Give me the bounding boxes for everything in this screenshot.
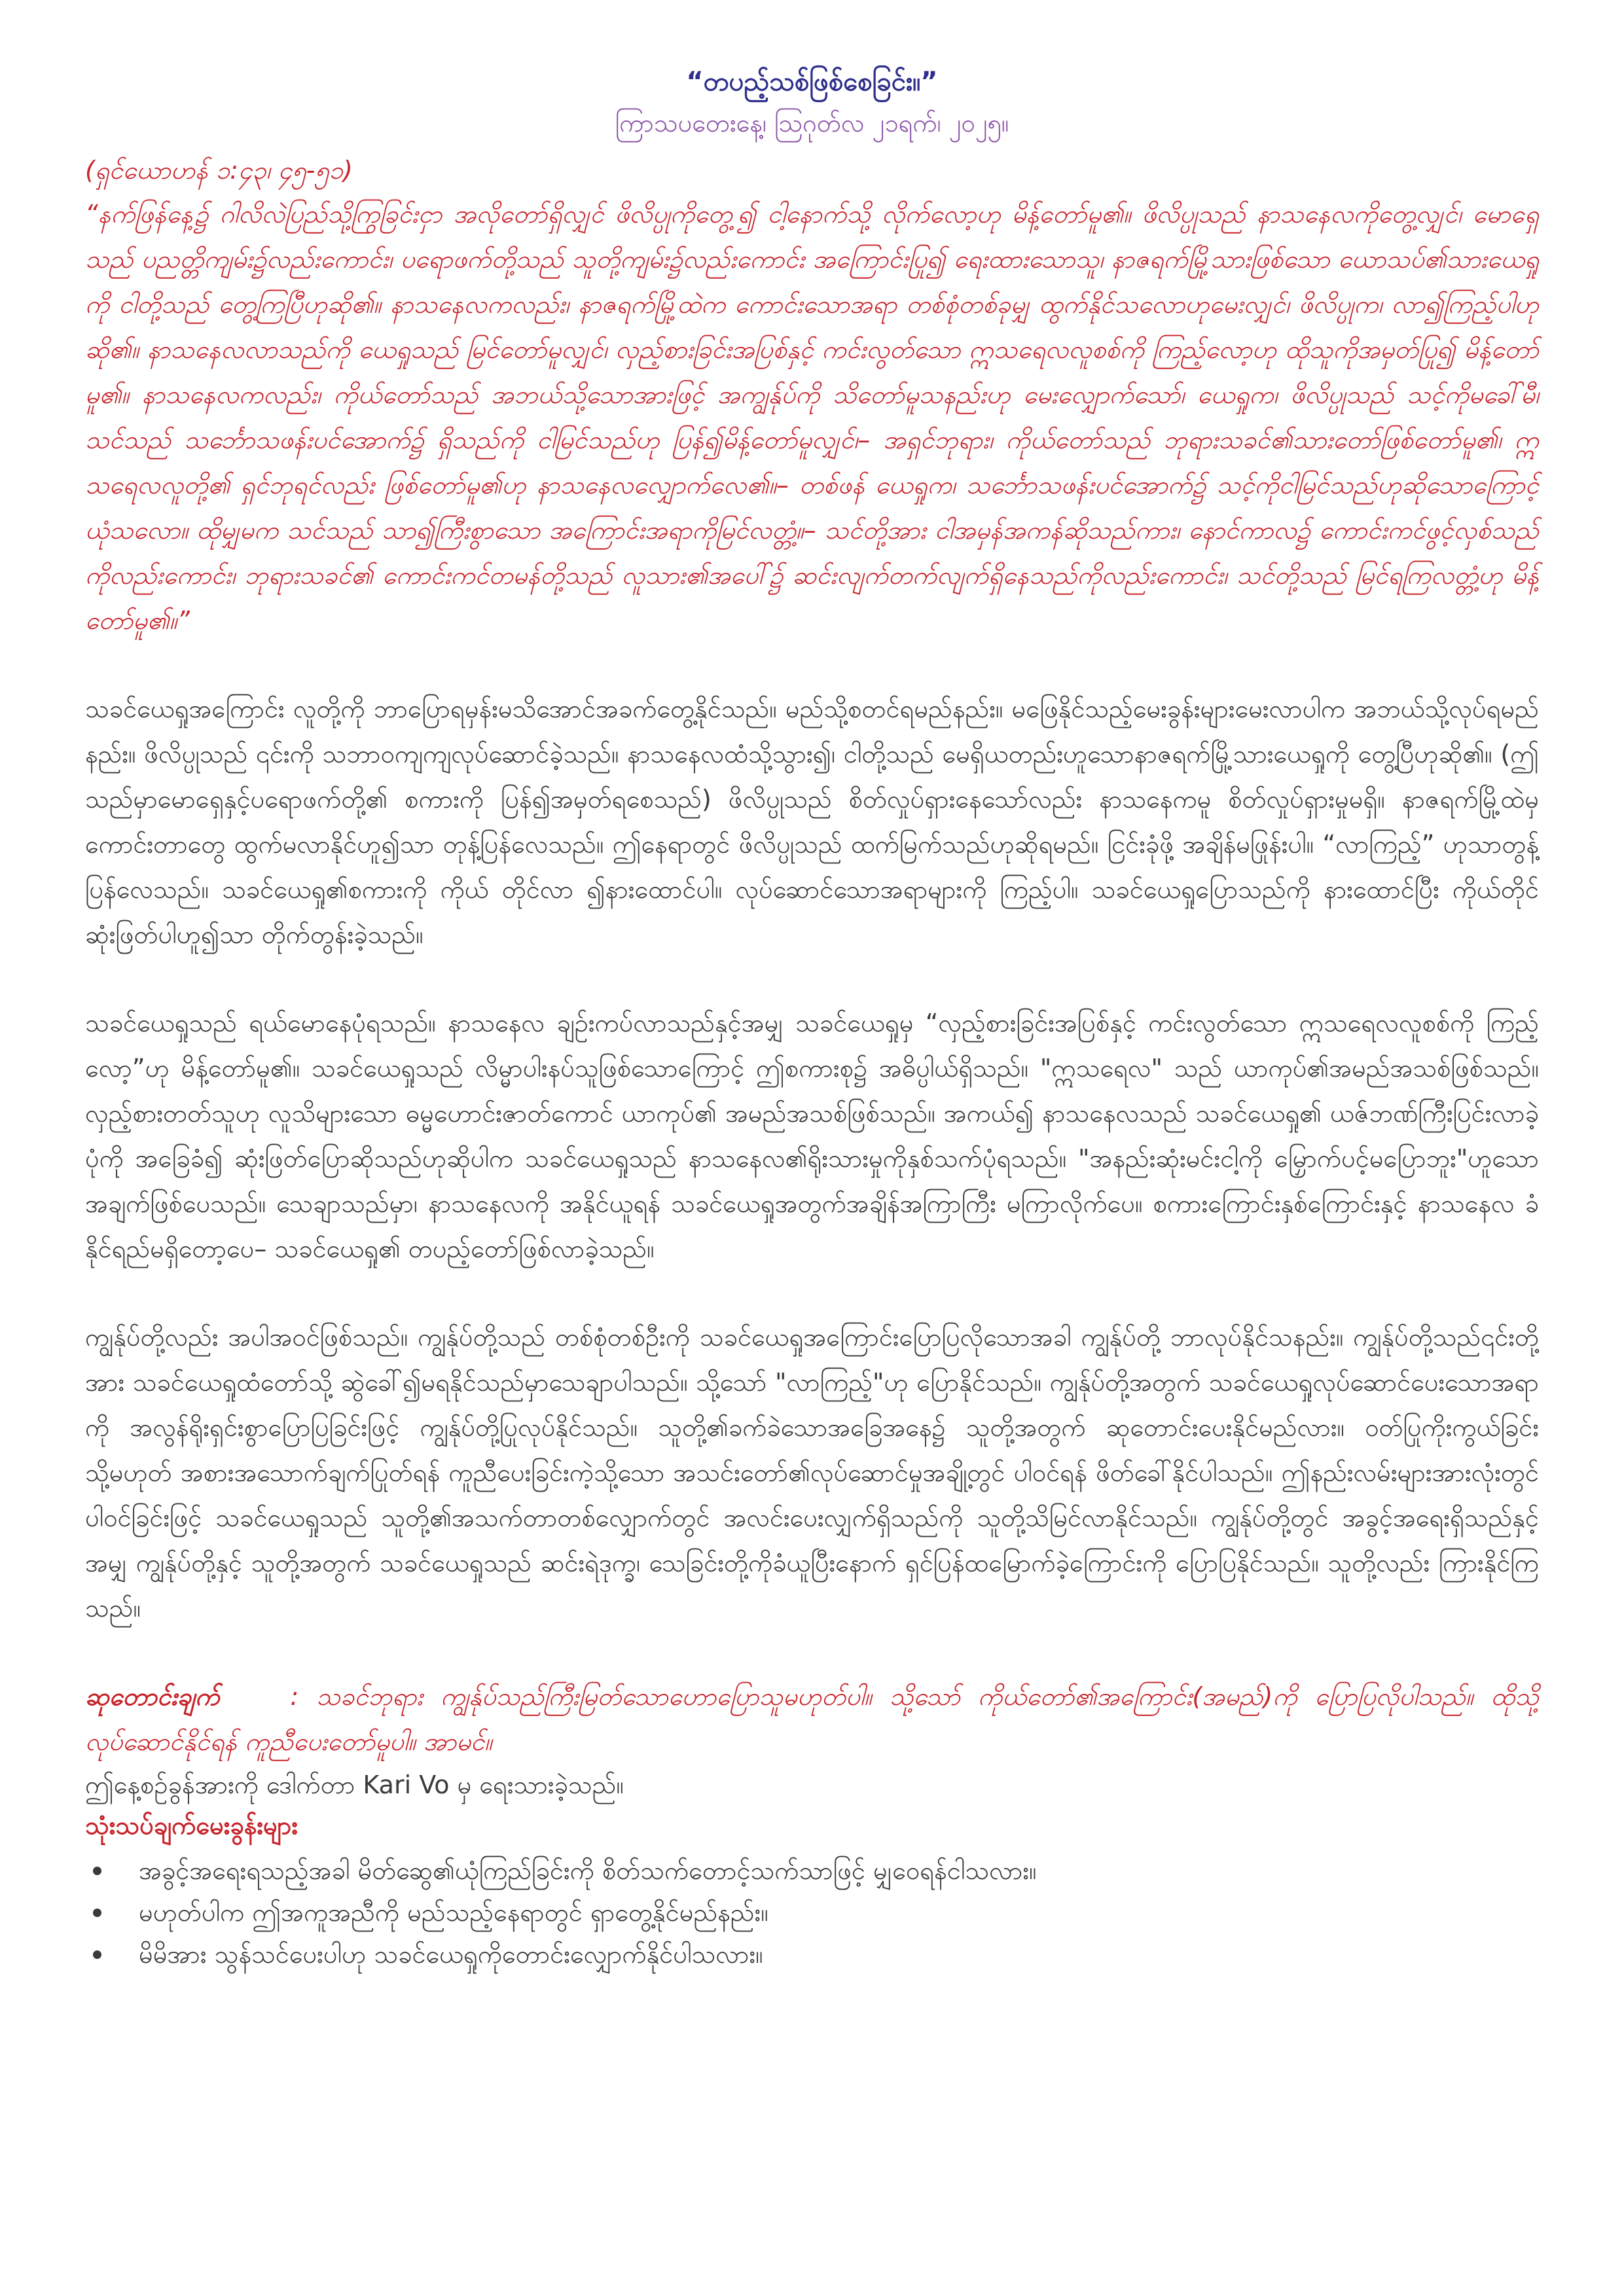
question-text: မဟုတ်ပါက ဤအကူအညီကို မည်သည့်နေရာတွင် ရှာတွေ့နိုင်မည်နည်း။ [139,1898,768,1927]
bullet-icon [93,1950,101,1959]
prayer-text: : သခင်ဘုရား ကျွန်ုပ်သည်ကြီးမြတ်သောဟောပြောသူမဟုတ်ပါ။ သို့သော် ကိုယ်တော်၏အကြောင်း(အမည်)ကို ပြောပြလိုပါသည်။ ထိုသို့လုပ်ဆောင်နိုင်ရန် ကူညီပေးတော်မူပါ။ အာမင်။ [85,1682,1539,1756]
question-text: မိမိအား သွန်သင်ပေးပါဟု သခင်ယေရှုကိုတောင်းလျှောက်နိုင်ပါသလား။ [139,1940,763,1969]
question-item [85,1850,1539,1892]
date-line: ကြာသပတေးနေ့၊ ဩဂုတ်လ ၂၁ရက်၊ ၂၀၂၅။ [615,109,1009,137]
questions-list [85,1850,1539,1975]
body-paragraph-1: သခင်ယေရှုအကြောင်း လူတို့ကို ဘာပြောရမှန်းမသိအောင်အခက်တွေ့နိုင်သည်။ မည်သို့စတင်ရမည်နည်း။ မဖြေနိုင်သည့်မေးခွန်းများမေးလာပါက အဘယ်သို့လုပ်ရမည်နည်း။ ဖိလိပ္ပုသည် ၎င်းကို သဘာဝကျကျလုပ်ဆောင်ခဲ့သည်။ နာသနေလထံသို့သွား၍၊ ငါတို့သည် မေရှိယတည်းဟူသောနာဇရက်မြို့သားယေရှုကို တွေ့ပြီဟုဆို၏။ (ဤသည်မှာမောရှေနှင့်ပရောဖက်တို့၏ စကားကို ပြန်၍အမှတ်ရစေသည်) ဖိလိပ္ပုသည် စိတ်လှုပ်ရှားနေသော်လည်း နာသနေကမူ စိတ်လှုပ်ရှားမှုမရှိ။ နာဇရက်မြို့ထဲမှ ကောင်းတာတွေ ထွက်မလာနိုင်ဟူ၍သာ တုန့်ပြန်လေသည်။ ဤနေရာတွင် ဖိလိပ္ပုသည် ထက်မြက်သည်ဟုဆိုရမည်။ ငြင်းခုံဖို့ အချိန်မဖြုန်းပါ။ “လာကြည့်” ဟုသာတွန့်ပြန်လေသည်။ သခင်ယေရှု၏စကားကို ကိုယ် တိုင်လာ ၍နားထောင်ပါ။ လုပ်ဆောင်သောအရာများကို ကြည့်ပါ။ သခင်ယေရှုပြောသည်ကို နားထောင်ပြီး ကိုယ်တိုင်ဆုံးဖြတ်ပါဟူ၍သာ တိုက်တွန်းခဲ့သည်။ [85,694,1539,949]
page-title: “တပည့်သစ်ဖြစ်စေခြင်း။” [686,67,938,97]
body-paragraph-3: ကျွန်ုပ်တို့လည်း အပါအဝင်ဖြစ်သည်။ ကျွန်ုပ်တို့သည် တစ်စုံတစ်ဦးကို သခင်ယေရှုအကြောင်းပြောပြလိုသောအခါ ကျွန်ုပ်တို့ ဘာလုပ်နိုင်သနည်း။ ကျွန်ုပ်တို့သည်၎င်းတို့အား သခင်ယေရှုထံတော်သို့ ဆွဲခေါ်၍မရနိုင်သည်မှာသေချာပါသည်။ သို့သော် "လာကြည့်"ဟု ပြောနိုင်သည်။ ကျွန်ုပ်တို့အတွက် သခင်ယေရှုလုပ်ဆောင်ပေးသောအရာကို အလွန်ရိုးရှင်းစွာပြောပြခြင်းဖြင့် ကျွန်ုပ်တို့ပြုလုပ်နိုင်သည်။ သူတို့၏ခက်ခဲသောအခြေအနေ၌ သူတို့အတွက် ဆုတောင်းပေးနိုင်မည်လား။ ဝတ်ပြုကိုးကွယ်ခြင်းသို့မဟုတ် အစားအသောက်ချက်ပြုတ်ရန် ကူညီပေးခြင်းကဲ့သို့သော အသင်းတော်၏လုပ်ဆောင်မှုအချို့တွင် ပါဝင်ရန် ဖိတ်ခေါ်နိုင်ပါသည်။ ဤနည်းလမ်းများအားလုံးတွင် ပါဝင်ခြင်းဖြင့် သခင်ယေရှုသည် သူတို့၏အသက်တာတစ်လျှောက်တွင် အလင်းပေးလျှက်ရှိသည်ကို သူတို့သိမြင်လာနိုင်သည်။ ကျွန်ုပ်တို့တွင် အခွင့်အရေးရှိသည်နှင့်အမျှ ကျွန်ုပ်တို့နှင့် သူတို့အတွက် သခင်ယေရှုသည် ဆင်းရဲဒုက္ခ၊ သေခြင်းတို့ကိုခံယူပြီးနောက် ရှင်ပြန်ထမြောက်ခဲ့ကြောင်းကို ပြောပြနိုင်သည်။ သူတို့လည်း ကြားနိုင်ကြသည်။ [85,1323,1539,1623]
bullet-icon [93,1867,101,1875]
prayer-label: ဆုတောင်းချက် [85,1682,220,1711]
question-text: အခွင့်အရေးရသည့်အခါ မိတ်ဆွေ၏ယုံကြည်ခြင်းကို စိတ်သက်တောင့်သက်သာဖြင့် မျှဝေရန်ငါသလား။ [139,1856,1037,1885]
questions-heading: သုံးသပ်ချက်မေးခွန်းများ [85,1811,298,1840]
question-item [85,1892,1539,1933]
question-item [85,1933,1539,1975]
bullet-icon [93,1909,101,1917]
author-line: ဤနေ့စဉ်ခွန်အားကို ဒေါက်တာ Kari Vo မှ ရေးသားခဲ့သည်။ [85,1770,624,1799]
prayer-block [85,1674,1539,1765]
scripture-text: “နက်ဖြန်နေ့၌ ဂါလိလဲပြည်သို့ကြွခြင်းငှာ အလိုတော်ရှိလျှင် ဖိလိပ္ပုကိုတွေ့၍ ငါ့နောက်သို့ လိုက်လော့ဟု မိန့်တော်မူ၏။ ဖိလိပ္ပုသည် နာသနေလကိုတွေ့လျှင်၊ မောရှေသည် ပညတ္တိကျမ်း၌လည်းကောင်း၊ ပရောဖက်တို့သည် သူတို့ကျမ်း၌လည်းကောင်း အကြောင်းပြု၍ ရေးထားသောသူ၊ နာဇရက်မြို့သားဖြစ်သော ယောသပ်၏သားယေရှုကို ငါတို့သည် တွေ့ကြပြီဟုဆို၏။ နာသနေလကလည်း၊ နာဇရက်မြို့ထဲက ကောင်းသောအရာ တစ်စုံတစ်ခုမျှ ထွက်နိုင်သလောဟုမေးလျှင်၊ ဖိလိပ္ပုက၊ လာ၍ကြည့်ပါဟု ဆို၏။ နာသနေလလာသည်ကို ယေရှုသည် မြင်တော်မူလျှင်၊ လှည့်စားခြင်းအပြစ်နှင့် ကင်းလွတ်သော ဣသရေလလူစစ်ကို ကြည့်လော့ဟု ထိုသူကိုအမှတ်ပြု၍ မိန့်တော်မူ၏။ နာသနေလကလည်း၊ ကိုယ်တော်သည် အဘယ်သို့သောအားဖြင့် အကျွန်ုပ်ကို သိတော်မူသနည်းဟု မေးလျှောက်သော်၊ ယေရှုက၊ ဖိလိပ္ပုသည် သင့်ကိုမခေါ်မီ၊ သင်သည် သင်္ဘောသဖန်းပင်အောက်၌ ရှိသည်ကို ငါမြင်သည်ဟု ပြန်၍မိန့်တော်မူလျှင်၊– အရှင်ဘုရား၊ ကိုယ်တော်သည် ဘုရားသခင်၏သားတော်ဖြစ်တော်မူ၏၊ ဣသရေလလူတို့၏ ရှင်ဘုရင်လည်း ဖြစ်တော်မူ၏ဟု နာသနေလလျှောက်လေ၏။– တစ်ဖန် ယေရှုက၊ သင်္ဘောသဖန်းပင်အောက်၌ သင့်ကိုငါမြင်သည်ဟုဆိုသောကြောင့် ယုံသလော။ ထိုမျှမက သင်သည် သာ၍ကြီးစွာသော အကြောင်းအရာကိုမြင်လတ္တံ့။– သင်တို့အား ငါအမှန်အကန်ဆိုသည်ကား၊ နောင်ကာလ၌ ကောင်းကင်ဖွင့်လှစ်သည်ကိုလည်းကောင်း၊ ဘုရားသခင်၏ ကောင်းကင်တမန်တို့သည် လူသား၏အပေါ်၌ ဆင်းလျက်တက်လျက်ရှိနေသည်ကိုလည်းကောင်း၊ သင်တို့သည် မြင်ရကြလတ္တံ့ဟု မိန့်တော်မူ၏။” [85,200,1539,635]
body-paragraph-2: သခင်ယေရှုသည် ရယ်မောနေပုံရသည်။ နာသနေလ ချဉ်းကပ်လာသည်နှင့်အမျှ သခင်ယေရှုမှ “လှည့်စားခြင်းအပြစ်နှင့် ကင်းလွတ်သော ဣသရေလလူစစ်ကို ကြည့်လော့”ဟု မိန့်တော်မူ၏။ သခင်ယေရှုသည် လိမ္မာပါးနပ်သူဖြစ်သောကြောင့် ဤစကားစု၌ အဓိပ္ပါယ်ရှိသည်။ "ဣသရေလ" သည် ယာကုပ်၏အမည်အသစ်ဖြစ်သည်။ လှည့်စားတတ်သူဟု လူသိများသော ဓမ္မဟောင်းဇာတ်ကောင် ယာကုပ်၏ အမည်အသစ်ဖြစ်သည်။ အကယ်၍ နာသနေလသည် သခင်ယေရှု၏ ယဇ်ဘဏ်ကြီးပြင်းလာခဲ့ပုံကို အခြေခံ၍ ဆုံးဖြတ်ပြောဆိုသည်ဟုဆိုပါက သခင်ယေရှုသည် နာသနေလ၏ရိုးသားမှုကိုနှစ်သက်ပုံရသည်။ "အနည်းဆုံးမင်းငါ့ကို မြှောက်ပင့်မပြောဘူး"ဟူသော အချက်ဖြစ်ပေသည်။ သေချာသည်မှာ၊ နာသနေလကို အနိုင်ယူရန် သခင်ယေရှုအတွက်အချိန်အကြာကြီး မကြာလိုက်ပေ။ စကားကြောင်းနှစ်ကြောင်းနှင့် နာသနေလ ခံနိုင်ရည်မရှိတော့ပေ– သခင်ယေရှု၏ တပည့်တော်ဖြစ်လာခဲ့သည်။ [85,1009,1539,1263]
scripture-reference: (ရှင်ယောဟန် ၁:၄၃၊ ၄၅-၅၁) [85,156,353,185]
